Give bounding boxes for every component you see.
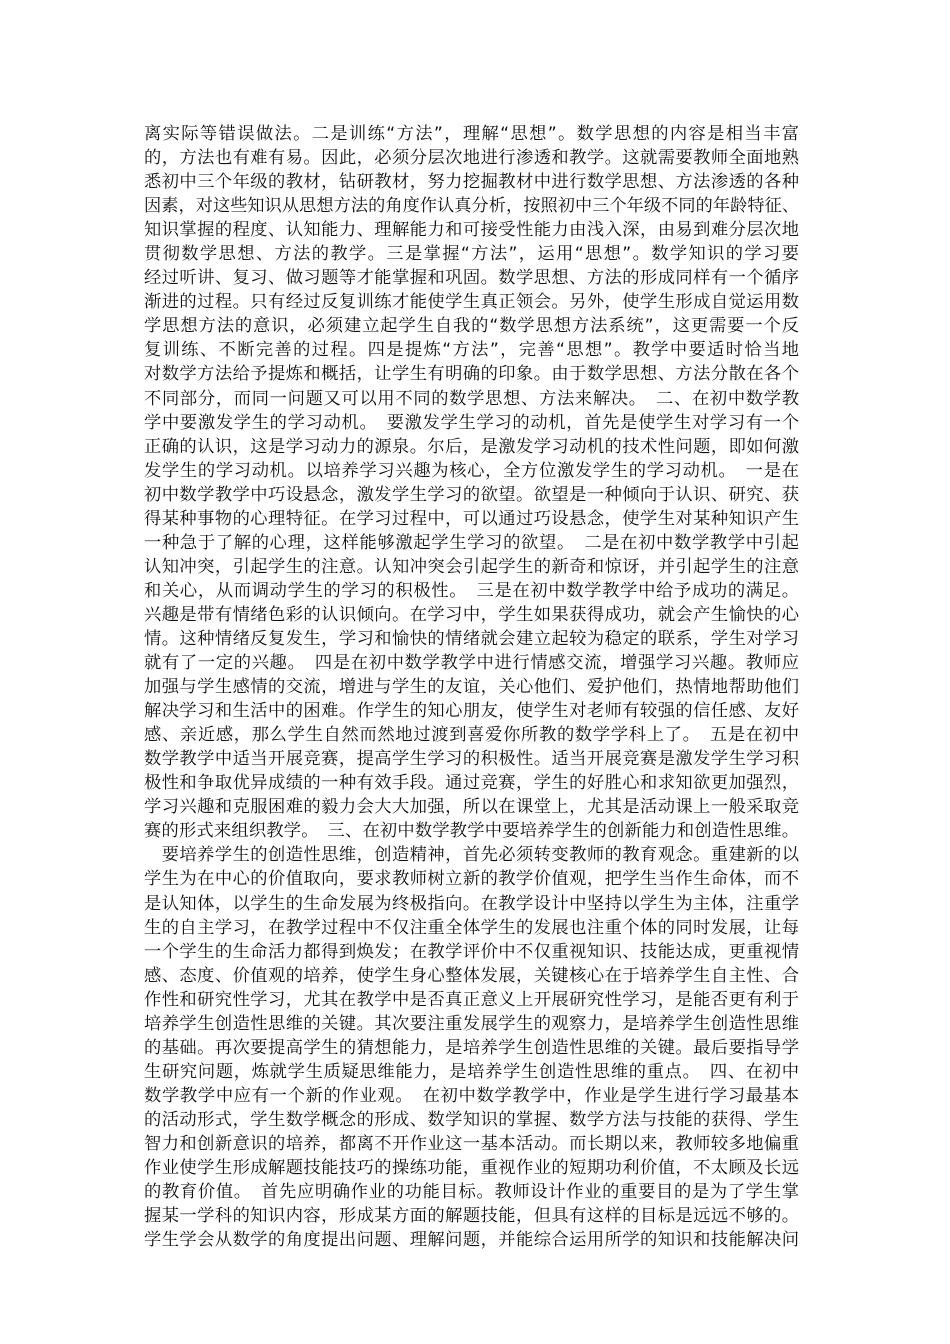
text-line: 学生为在中心的价值取向，要求教师树立新的教学价值观，把学生当作生命体，而不 [144,869,799,890]
text-line: 的教育价值。 首先应明确作业的功能目标。教师设计作业的重要目的是为了学生掌 [144,1182,799,1203]
text-line: 发学生的学习动机。以培养学习兴趣为核心，全方位激发学生的学习动机。 一是在 [144,460,799,481]
text-line: 经过听讲、复习、做习题等才能掌握和巩固。数学思想、方法的形成同样有一个循序 [144,268,799,289]
text-line: 作性和研究性学习，尤其在教学中是否真正意义上开展研究性学习，是能否更有利于 [144,989,799,1010]
text-line: 因素，对这些知识从思想方法的角度作认真分析，按照初中三个年级不同的年龄特征、 [144,196,799,217]
text-line: 的基础。再次要提高学生的猜想能力，是培养学生创造性思维的关键。最后要指导学 [144,1037,799,1058]
text-line: 和关心，从而调动学生的学习的积极性。 三是在初中数学教学中给予成功的满足。 [144,580,799,601]
text-line: 对数学方法给予提炼和概括，让学生有明确的印象。由于数学思想、方法分散在各个 [144,364,799,385]
text-line: 就有了一定的兴趣。 四是在初中数学教学中进行情感交流，增强学习兴趣。教师应 [144,653,799,674]
text-line: 的，方法也有难有易。因此，必须分层次地进行渗透和教学。这就需要教师全面地熟 [144,148,799,169]
text-line: 得某种事物的心理特征。在学习过程中，可以通过巧设悬念，使学生对某种知识产生 [144,508,799,529]
text-line: 离实际等错误做法。二是训练“方法”，理解“思想”。数学思想的内容是相当丰富 [144,124,799,144]
text-line: 智力和创新意识的培养，都离不开作业这一基本活动。而长期以来，教师较多地偏重 [144,1133,799,1154]
text-line: 学思想方法的意识，必须建立起学生自我的“数学思想方法系统”，这更需要一个反 [144,316,799,337]
text-line: 数学教学中适当开展竞赛，提高学生学习的积极性。适当开展竞赛是激发学生学习积 [144,749,799,770]
text-line: 的活动形式，学生数学概念的形成、数学知识的掌握、数学方法与技能的获得、学生 [144,1109,799,1130]
text-line: 赛的形式来组织教学。 三、在初中数学教学中要培养学生的创新能力和创造性思维。 [144,821,799,842]
text-line: 认知冲突，引起学生的注意。认知冲突会引起学生的新奇和惊讶，并引起学生的注意 [144,556,799,577]
text-line: 要培养学生的创造性思维，创造精神，首先必须转变教师的教育观念。重建新的以 [144,845,799,866]
text-line: 悉初中三个年级的教材，钻研教材，努力挖掘教材中进行数学思想、方法渗透的各种 [144,172,799,193]
text-line: 渐进的过程。只有经过反复训练才能使学生真正领会。另外，使学生形成自觉运用数 [144,292,799,313]
body-text [144,122,799,1252]
text-line: 生研究问题，炼就学生质疑思维能力，是培养学生创造性思维的重点。 四、在初中 [144,1061,799,1082]
text-line: 是认知体，以学生的生命发展为终极指向。在教学设计中坚持以学生为主体，注重学 [144,893,799,914]
text-line: 感、态度、价值观的培养，使学生身心整体发展，关键核心在于培养学生自主性、合 [144,965,799,986]
text-line: 学生学会从数学的角度提出问题、理解问题，并能综合运用所学的知识和技能解决问 [144,1230,799,1251]
text-line: 一种急于了解的心理，这样能够激起学生学习的欲望。 二是在初中数学教学中引起 [144,532,799,553]
text-line: 解决学习和生活中的困难。作学生的知心朋友，使学生对老师有较强的信任感、友好 [144,701,799,722]
text-line: 不同部分，而同一问题又可以用不同的数学思想、方法来解决。 二、在初中数学教 [144,388,799,409]
text-line: 情。这种情绪反复发生，学习和愉快的情绪就会建立起较为稳定的联系，学生对学习 [144,628,799,649]
text-line: 加强与学生感情的交流，增进与学生的友谊，关心他们、爱护他们，热情地帮助他们 [144,677,799,698]
text-line: 培养学生创造性思维的关键。其次要注重发展学生的观察力，是培养学生创造性思维 [144,1013,799,1034]
text-line: 握某一学科的知识内容，形成某方面的解题技能，但具有这样的目标是远远不够的。 [144,1206,799,1227]
text-line: 复训练、不断完善的过程。四是提炼“方法”，完善“思想”。教学中要适时恰当地 [144,340,799,361]
text-line: 学中要激发学生的学习动机。 要激发学生学习的动机，首先是使学生对学习有一个 [144,412,799,433]
text-line: 一个学生的生命活力都得到焕发；在教学评价中不仅重视知识、技能达成，更重视情 [144,941,799,962]
text-line: 兴趣是带有情绪色彩的认识倾向。在学习中，学生如果获得成功，就会产生愉快的心 [144,604,799,625]
text-line: 生的自主学习，在教学过程中不仅注重全体学生的发展也注重个体的同时发展，让每 [144,917,799,938]
text-line: 作业使学生形成解题技能技巧的操练功能，重视作业的短期功利价值，不太顾及长远 [144,1158,799,1179]
text-line: 初中数学教学中巧设悬念，激发学生学习的欲望。欲望是一种倾向于认识、研究、获 [144,484,799,505]
text-line: 数学教学中应有一个新的作业观。 在初中数学教学中，作业是学生进行学习最基本 [144,1085,799,1106]
text-line: 学习兴趣和克服困难的毅力会大大加强，所以在课堂上，尤其是活动课上一般采取竞 [144,797,799,818]
text-line: 极性和争取优异成绩的一种有效手段。通过竞赛，学生的好胜心和求知欲更加强烈， [144,773,799,794]
text-line: 正确的认识，这是学习动力的源泉。尔后，是激发学习动机的技术性问题，即如何激 [144,436,799,457]
text-line: 贯彻数学思想、方法的教学。三是掌握“方法”，运用“思想”。数学知识的学习要 [144,244,799,265]
text-line: 感、亲近感，那么学生自然而然地过渡到喜爱你所教的数学学科上了。 五是在初中 [144,725,799,746]
text-line: 知识掌握的程度、认知能力、理解能力和可接受性能力由浅入深，由易到难分层次地 [144,220,799,241]
